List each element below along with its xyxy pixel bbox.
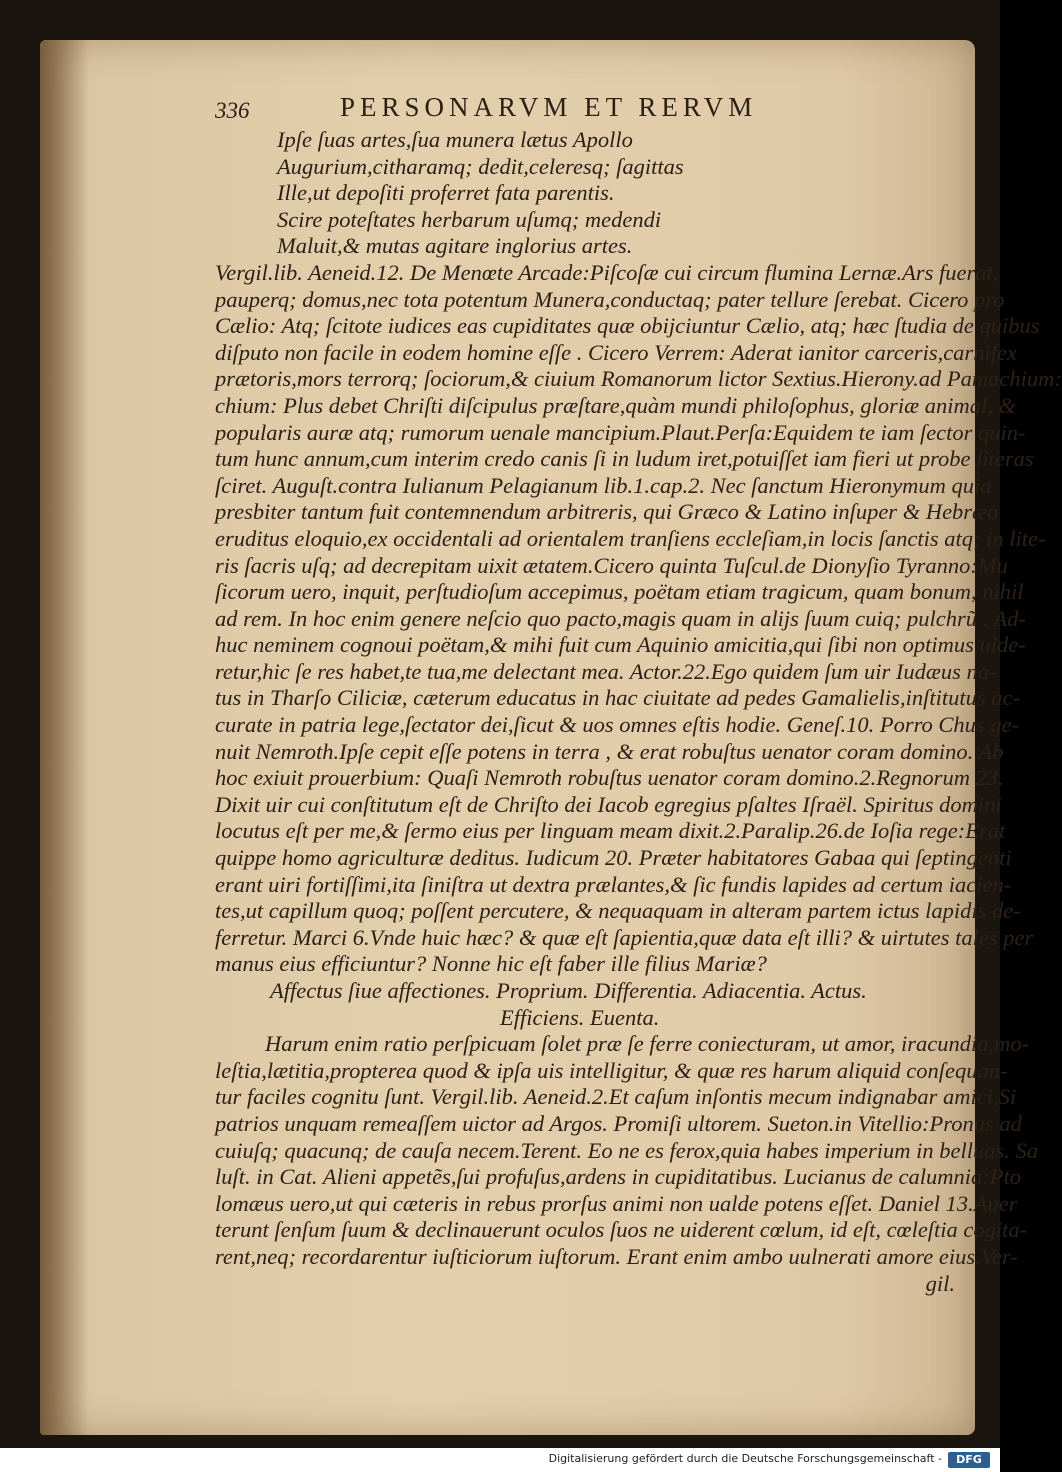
text-line: erant uiri fortiſſimi,ita ſiniſtra ut dextra prælantes,& ſic fundis lapides ad certum iacien-	[215, 871, 1012, 897]
text-line: tus in Tharſo Ciliciæ, cæterum educatus in hac ciuitate ad pedes Gamalielis,inſtitutus ac-	[215, 685, 1020, 711]
text-line: ferretur. Marci 6.Vnde huic hæc? & quæ eſt ſapientia,quæ data eſt illi? & uirtutes tales per	[215, 924, 1034, 950]
text-line: retur,hic ſe res habet,te tua,me delectant mea. Actor.22.Ego quidem ſum uir Iudæus na-	[215, 658, 997, 684]
text-line: Harum enim ratio perſpicuam ſolet præ ſe ferre coniecturam, ut amor, iracundia,mo-	[265, 1031, 1030, 1057]
text-line: chium: Plus debet Chriſti diſcipulus præſtare,quàm mundi philoſophus, gloriæ animal, &	[215, 392, 1017, 418]
text-line: Ille,ut depoſiti proferret fata parentis.	[277, 180, 615, 206]
text-line: prætoris,mors terrorq; ſociorum,& ciuium Romanorum lictor Sextius.Hierony.ad Pamachium:	[215, 366, 1062, 392]
page-gutter-shadow	[40, 40, 88, 1435]
footer-bar	[0, 1448, 1000, 1472]
text-line: locutus eſt per me,& ſermo eius per linguam meam dixit.2.Paralip.26.de Ioſia rege:Erat	[215, 818, 1006, 844]
text-line: tur faciles cognitu ſunt. Vergil.lib. Aeneid.2.Et caſum inſontis mecum indignabar amici,Si	[215, 1084, 1017, 1110]
page-header	[215, 92, 855, 126]
text-line: manus eius efficiuntur? Nonne hic eſt faber ille filius Mariæ?	[215, 951, 767, 977]
text-line: curate in patria lege,ſectator dei,ſicut & uos omnes eſtis hodie. Geneſ.10. Porro Chus ge-	[215, 712, 1020, 738]
text-line: tes,ut capillum quoq; poſſent percutere, & nequaquam in alteram partem ictus lapidis de-	[215, 898, 1021, 924]
text-line: rent,neq; recordarentur iuſticiorum iuſtorum. Erant enim ambo uulnerati amore eius.Ver-	[215, 1243, 1018, 1269]
dfg-logo: DFG	[948, 1452, 990, 1468]
text-line: Vergil.lib. Aeneid.12. De Menœte Arcade:Piſcoſæ cui circum flumina Lernæ.Ars fuerat,	[215, 259, 999, 285]
footer-credit: Digitalisierung gefördert durch die Deutsche Forschungsgemeinschaft -	[548, 1452, 942, 1465]
text-line: pauperq; domus,nec tota potentum Munera,conductaq; pater tellure ſerebat. Cicero pro	[215, 286, 1005, 312]
body-text	[215, 127, 1062, 1297]
text-line: Augurium,citharamq; dedit,celeresq; ſagittas	[277, 153, 684, 179]
text-line: Ipſe ſuas artes,ſua munera lætus Apollo	[277, 127, 633, 152]
text-line: Maluit,& mutas agitare inglorius artes.	[277, 233, 633, 259]
text-line: leſtia,lætitia,propterea quod & ipſa uis intelligitur, & quæ res harum aliquid conſequan-	[215, 1057, 1008, 1083]
text-line: diſputo non facile in eodem homine eſſe . Cicero Verrem: Aderat ianitor carceris,carnifex	[215, 339, 1017, 365]
text-line: luſt. in Cat. Alieni appetẽs,ſui profuſus,ardens in cupiditatibus. Lucianus de calumnia:Pto	[215, 1164, 1022, 1190]
text-line: gil.	[925, 1270, 955, 1296]
text-line: ad rem. In hoc enim genere neſcio quo pacto,magis quam in alijs ſuum cuiq; pulchrũ . Ad-	[215, 605, 1026, 631]
text-line: patrios unquam remeaſſem uictor ad Argos. Promiſi ultorem. Sueton.in Vitellio:Pronus ad	[215, 1110, 1022, 1136]
page-number: 336	[215, 98, 250, 123]
text-line: huc neminem cognoui poëtam,& mihi fuit cum Aquinio amicitia,qui ſibi non optimus uide-	[215, 632, 1026, 658]
text-line: nuit Nemroth.Ipſe cepit eſſe potens in terra , & erat robuſtus uenator coram domino. Ab	[215, 738, 1004, 764]
text-line: quippe homo agriculturæ deditus. Iudicum 20. Præter habitatores Gabaa qui ſeptingenti	[215, 845, 1012, 871]
text-line: tum hunc annum,cum interim credo canis ſi in ludum iret,potuiſſet iam fieri ut probe literas	[215, 446, 1034, 472]
text-line: ris ſacris uſq; ad decrepitam uixit ætatem.Cicero quinta Tuſcul.de Dionyſio Tyranno:Mu	[215, 552, 1008, 578]
text-line: hoc exiuit prouerbium: Quaſi Nemroth robuſtus uenator coram domino.2.Regnorum 23.	[215, 765, 1004, 791]
text-line: Dixit uir cui conſtitutum eſt de Chriſto dei Iacob egregius pſaltes Iſraël. Spiritus domini	[215, 791, 1002, 817]
text-line: Cælio: Atq; ſcitote iudices eas cupiditates quæ obijciuntur Cælio, atq; hæc ſtudia de quibus	[215, 313, 1040, 339]
text-line: lomæus uero,ut qui cæteris in rebus prorſus animi non ualde potens eſſet. Daniel 13.Auer	[215, 1190, 1018, 1216]
text-line: terunt ſenſum ſuum & declinauerunt oculos ſuos ne uiderent cœlum, id eſt, cœleſtia cogita-	[215, 1217, 1028, 1243]
text-line: popularis auræ atq; rumorum uenale mancipium.Plaut.Perſa:Equidem te iam ſector quin-	[215, 419, 1026, 445]
text-line: eruditus eloquio,ex occidentali ad orientalem tranſiens eccleſiam,in locis ſanctis atq; in lite-	[215, 525, 1046, 551]
text-line: Affectus ſiue affectiones. Proprium. Differentia. Adiacentia. Actus.	[270, 978, 867, 1003]
text-line: presbiter tantum fuit contemnendum arbitreris, qui Græco & Latino inſuper & Hebræo	[215, 499, 999, 525]
text-line: Scire poteſtates herbarum uſumq; medendi	[277, 206, 662, 232]
text-line: cuiuſq; quacunq; de cauſa necem.Terent. Eo ne es ferox,quia habes imperium in belluas. Sa	[215, 1137, 1038, 1163]
running-head: PERSONARVM ET RERVM	[340, 92, 758, 122]
text-line: ſciret. Auguſt.contra Iulianum Pelagianum lib.1.cap.2. Nec ſanctum Hieronymum quia	[215, 472, 992, 498]
text-line: ſicorum uero, inquit, perſtudioſum accepimus, poëtam etiam tragicum, quam bonum, nihil	[215, 579, 1024, 605]
text-line: Efficiens. Euenta.	[500, 1004, 660, 1030]
